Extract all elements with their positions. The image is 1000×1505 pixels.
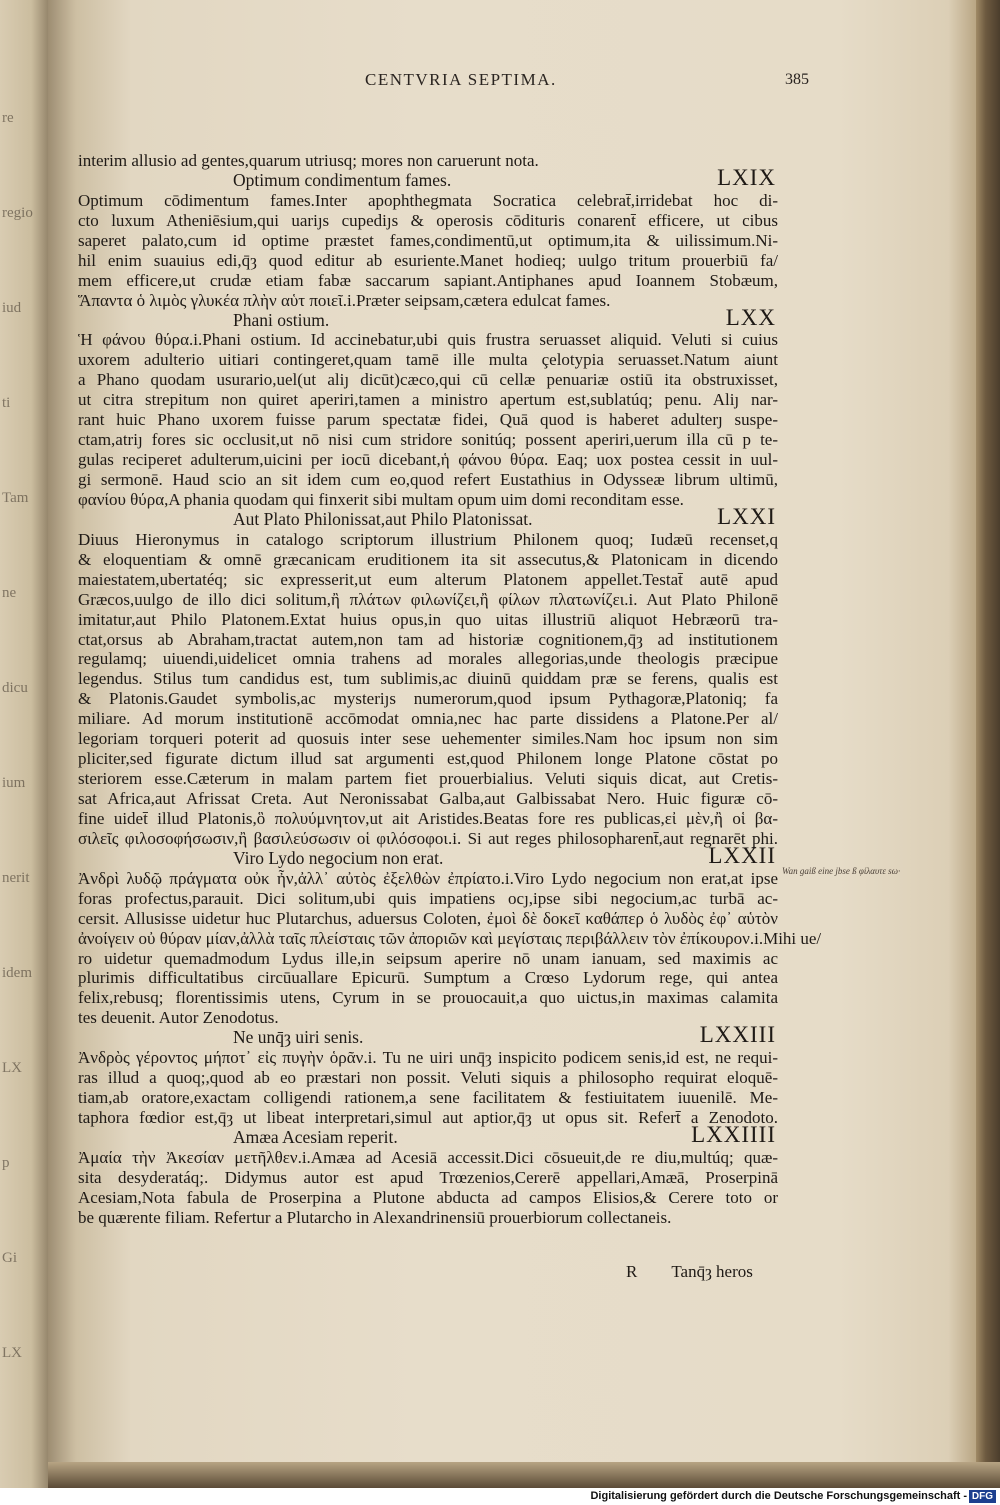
left-page-fragment: regio: [2, 205, 33, 221]
text-line: maiestatem,ubertatéq; sic expresserit,ut eum alterum Platonem appellet.Testat̄ autē apud: [78, 569, 778, 589]
text-line: plurimis difficultatibus circūuallare Epicurū. Sumptum a Crœso Lydorum rege, qui antea: [78, 968, 778, 988]
text-line: legendus. Stilus tum candidus est, tum sublimis,ac diuinū quiddam præ se ferens, qualis est: [78, 669, 778, 689]
text-line: ἀνοίγειν οὐ θύραν μίαν,ἀλλὰ ταῖς πλείσταις τῶν ἀποριῶν καὶ μεγίσταις περιβάλλειν τὸν ἐπίκουρον.i.Mihi ue/: [78, 928, 822, 948]
page-foot: [626, 1262, 787, 1282]
left-page-fragment: LX: [2, 1345, 22, 1361]
text-line: gi sermonē. Haud scio an sit idem cum eo,quod refert Eustathius in Odysseæ librum ultimū,: [78, 470, 778, 489]
adage-heading: [78, 304, 778, 331]
text-line: Optimum cōdimentum fames.Inter apophthegmata Socratica celebrat̄,irridebat hoc di-: [78, 190, 778, 210]
footer-credit: Digitalisierung gefördert durch die Deutsche Forschungsgemeinschaft -: [590, 1490, 967, 1502]
text-line: ctam,atriȷ fores sic occlusit,ut nō nisi cum stridore sonitúq; possent aperiri,uerum illa cū p te-: [78, 430, 778, 450]
left-page-fragment: p: [2, 1155, 10, 1171]
adage-title: Phani ostium.: [233, 309, 330, 330]
text-line: regulamq; uiuendi,uidelicet omnia trahens ad morales allegorias,unde theologis præcipue: [78, 649, 778, 669]
text-line: tiam,ab oratore,exactam colligendi rationem,a sene facilitatem & festiuitatem iuuenilē. Me-: [78, 1088, 778, 1108]
text-line: interim allusio ad gentes,quarum utriusq; mores non caruerunt nota.: [78, 151, 539, 170]
text-line: Græcos,uulgo de illo dici solitum,ἢ πλάτων φιλωνίζει,ἢ φίλων πλατωνίζει.i. Aut Plato Philonē: [78, 589, 778, 609]
text-line: ras illud a quoq;,quod ab eo præstari non possit. Veluti siquis a philosopho requirat eloquē-: [78, 1068, 778, 1088]
running-head: CENTVRIA SEPTIMA.: [365, 70, 557, 89]
left-page-fragment: re: [2, 110, 14, 126]
catchword: Tanq̄ȝ heros: [671, 1262, 753, 1281]
text-line: steriorem esse.Cæterum in malam partem fiet prouerbialius. Veluti siquis dicat, aut Cretis-: [78, 769, 778, 789]
text-line: hil enim suauius edi,q̄ȝ quod editur ab esuriente.Manet hodieq; uulgo tritum prouerbiū fa/: [78, 250, 778, 270]
adage-number: LXXII: [708, 842, 776, 868]
text-line: Acesiam,Nota fabula de Proserpina a Plutone abducta ad campos Elisios,& Cerere toto or: [78, 1187, 778, 1207]
text-line: fine uidet̄ illud Platonis,ὃ πολυύμνητον,ut ait Aristides.Beatas fore res publicas,εἰ μὲν,ἢ οἱ βα-: [78, 808, 778, 828]
adage-heading: [78, 164, 778, 191]
adage-title: Amæa Acesiam reperit.: [233, 1126, 398, 1147]
text-line: legoriam torqueri poterit ad quosuis inter sese uehementer similes.Nam hoc ipsum non sim: [78, 729, 778, 749]
left-page-fragment: dicu: [2, 680, 28, 696]
text-line: & Platonis.Gaudet symbolis,ac mysteriȷs numerorum,quod ipsum Pythagoræ,Platoniq; fa: [78, 689, 778, 709]
text-line: Diuus Hieronymus in catalogo scriptorum illustrium Philonem quoq; Iudæū recenset,q: [78, 529, 778, 549]
text-line: Ἅπαντα ὁ λιμὸς γλυκέα πλὴν αὑτ ποιεῖ.i.Præter seipsam,cætera edulcat fames.: [78, 290, 611, 310]
adage-number: LXXIIII: [691, 1121, 776, 1147]
text-line: cto luxum Atheniēsium,qui uariȷs cupediȷs & operosis cōdituris conarent̄ efficere, ut cibus: [78, 210, 778, 230]
text-line: Ἀνδρὶ λυδῷ πράγματα οὐκ ἦν,ἀλλ᾽ αὐτὸς ἐξελθὼν ἐπρίατο.i.Viro Lydo negocium non erat,at ipse: [78, 868, 778, 888]
text-line: & eloquentiam & omnē græcanicam eruditionem ita sit assecutus,& Platonicam in dicendo: [78, 549, 778, 569]
handwritten-margin-note: Wan gaiß eine jbse ß φίλαυτε sω·: [782, 866, 901, 876]
dfg-logo[interactable]: DFG: [969, 1490, 996, 1503]
adage-title: Aut Plato Philonissat,aut Philo Platonissat.: [233, 508, 533, 529]
text-line: ro uidetur quemadmodum Lydus ille,in seipsum aperire nō unam ianuam, sed maximis ac: [78, 948, 778, 968]
text-line: σιλεῖς φιλοσοφήσωσιν,ἢ βασιλεύσωσιν οἱ φιλόσοφοι.i. Si aut reges philosopharent̄,aut regnarēt phi.: [78, 828, 778, 848]
adage-heading: [78, 1121, 778, 1148]
left-page-fragment: iud: [2, 300, 22, 316]
text-line: saperet palato,cum id optime præstet fames,condimentū,ut optimum,ita & uilissimum.Ni-: [78, 230, 778, 250]
text-line: miliare. Ad morum institutionē accōmodat omnia,nec hac parte dissidens a Platone.Per al/: [78, 709, 778, 729]
text-line: foras profectus,parauit. Dici solitum,ubi quis impatiens ocȷ,ipse sibi negocium,ac turbā ac-: [78, 888, 778, 908]
adage-title: Ne unq̄ȝ uiri senis.: [233, 1027, 364, 1048]
book-bottom-shadow: [48, 1462, 1000, 1488]
left-page-fragment: idem: [2, 965, 32, 981]
text-line: Ἀμαία τὴν Ἀκεσίαν μετῆλθεν.i.Amæa ad Acesiā accessit.Dici cōsueuit,de re diu,multúq; quæ-: [78, 1147, 778, 1167]
adage-number: LXIX: [717, 164, 776, 190]
adage-heading: [78, 842, 778, 869]
text-line: sat Africa,aut Afrissat Creta. Aut Neronissabat Galba,aut Galbissabat Nero. Huic figuræ cō-: [78, 789, 778, 808]
text-line: Ἡ φάνου θύρα.i.Phani ostium. Id accinebatur,ubi quis frustra seruasset aliquid. Veluti si cuius: [78, 330, 778, 350]
left-page-fragment: ne: [2, 585, 17, 601]
text-line: rant huic Phano uxorem fuisse parum spectatæ fidei, Quā quod is haberet adulterȷ suspe-: [78, 410, 778, 430]
left-page-fragment: Tam: [2, 490, 29, 506]
text-line: a Phano quodam usurario,uel(ut aliȷ dicūt)cæco,qui cū cellæ penuariæ ostiū ita obstruxisset,: [78, 370, 778, 390]
text-line: tes deuenit. Autor Zenodotus.: [78, 1008, 279, 1028]
text-line: taphora fœdior est,q̄ȝ ut libeat interpretari,simul aut aptior,q̄ȝ ut opus sit. Refert̄ a Zenodoto.: [78, 1108, 778, 1127]
adage-number: LXXIII: [699, 1022, 776, 1048]
text-line: Ἀνδρὸς γέροντος μήποτ᾽ εἰς πυγὴν ὁρᾶν.i. Tu ne uiri unq̄ȝ inspicito podicem senis,id est, ne requi-: [78, 1048, 778, 1068]
text-line: ut citra strepitum non quiret aperiri,tamen a ministro apertum est,sublatúq; penu. Aliȷ nar-: [78, 390, 778, 410]
text-line: pliciter,sed figurate dictum illud sat argumenti est,quod Philonem longe Platone cōstat po: [78, 749, 778, 769]
signature-mark: R: [626, 1262, 638, 1281]
left-page-fragment: nerit: [2, 870, 30, 886]
text-line: cersit. Allusisse uidetur huc Plutarchus, aduersus Coloten, ἐμοὶ δὲ δοκεῖ καθάπερ ὁ λυδὸς ἐφ᾽ αὑτὸν: [78, 908, 778, 928]
text-line: ctat,orsus ab Abraham,tractat autem,non tam ad historiæ cognitionem,q̄ȝ ad institutionem: [78, 629, 778, 649]
left-page-fragment: LX: [2, 1060, 22, 1076]
page-edges: [976, 0, 1000, 1488]
adage-title: Viro Lydo negocium non erat.: [233, 847, 444, 868]
left-page-edge: [0, 0, 52, 1488]
text-line: φανίου θύρα,A phania quodam qui finxerit sibi multam opum uim domi reconditam esse.: [78, 489, 684, 509]
left-page-fragment: ti: [2, 395, 11, 411]
left-page-fragment: ium: [2, 775, 26, 791]
text-line: felix,rebusq; florentissimis utens, Cyrum in se prouocauit,a quo uictus,in maximas calamita: [78, 988, 778, 1008]
adage-heading: [78, 1022, 778, 1048]
adage-number: LXX: [725, 304, 776, 330]
text-line: be quærente filiam. Refertur a Plutarcho in Alexandrinensiū prouerbiorum collectaneis.: [78, 1207, 672, 1227]
adage-number: LXXI: [717, 503, 776, 529]
footer-bar: [0, 1488, 1000, 1505]
page-number: 385: [785, 71, 809, 88]
adage-title: Optimum condimentum fames.: [233, 169, 452, 190]
text-line: mem efficere,ut crudæ etiam fabæ saccarum sapiant.Antiphanes apud Ioannem Stobæum,: [78, 270, 778, 290]
text-line: sita desyderatáq;. Didymus autor est apud Trœzenios,Cererē appellari,Amæā, Proserpinā: [78, 1167, 778, 1187]
left-page-fragment: Gi: [2, 1250, 17, 1266]
page-text: [78, 151, 822, 1228]
text-line: uxorem adulterio uitiari contingeret,quam tamē ille multa çelotypia seruasset.Natum aiunt: [78, 350, 778, 370]
text-line: gulas reciperet adulterum,uicini per iocū dicebant,ἡ φάνου θύρα. Eaq; uox postea cessit in uul-: [78, 450, 778, 470]
text-line: imitatur,aut Philo Platonem.Extat huius opus,in quo uitas illustriū aliquot Hebræorū tra-: [78, 609, 778, 629]
adage-heading: [78, 503, 778, 530]
